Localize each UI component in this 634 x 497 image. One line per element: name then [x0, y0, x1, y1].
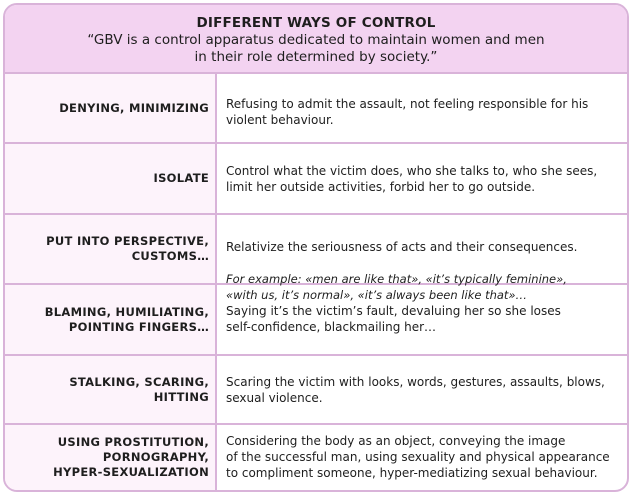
row-description: Relativize the seriousness of acts and their consequences. [226, 240, 578, 254]
row-example: For example: «men are like that», «it’s typically feminine», «with us, it’s normal», «it’s always been like that»… [226, 272, 567, 302]
row-label: STALKING, SCARING, HITTING [5, 356, 217, 423]
table-row-prostitution [5, 425, 627, 490]
row-label: DENYING, MINIMIZING [5, 74, 217, 142]
row-description: Refusing to admit the assault, not feeling responsible for his violent behaviour. [226, 97, 589, 127]
table-header [5, 5, 627, 74]
row-description: Saying it’s the victim’s fault, devaluing her so she loses self-confidence, blackmailing her… [226, 304, 561, 334]
table-row-blaming [5, 285, 627, 356]
row-description: Considering the body as an object, conveying the image of the successful man, using sexuality and physical appearance to compliment someone, hyper-mediatizing sexual behaviour. [226, 434, 610, 480]
row-description: Scaring the victim with looks, words, gestures, assaults, blows, sexual violence. [226, 375, 605, 405]
table-row-perspective [5, 215, 627, 302]
table-row-isolate [5, 144, 627, 215]
table-row-stalking [5, 356, 627, 425]
row-description: Control what the victim does, who she talks to, who she sees, limit her outside activities, forbid her to go outside. [226, 164, 598, 194]
table-subtitle-line-2: in their role determined by society.” [194, 49, 438, 65]
table-title: DIFFERENT WAYS OF CONTROL [196, 15, 436, 31]
row-label: ISOLATE [5, 144, 217, 213]
table-subtitle-line-1: “GBV is a control apparatus dedicated to maintain women and men [87, 32, 545, 48]
row-label: BLAMING, HUMILIATING, POINTING FINGERS… [5, 285, 217, 354]
row-label: PUT INTO PERSPECTIVE, CUSTOMS… [5, 215, 217, 283]
control-ways-table [3, 3, 629, 492]
row-description-block [217, 215, 627, 302]
table-row-denying [5, 74, 627, 144]
row-label: USING PROSTITUTION, PORNOGRAPHY, HYPER-SEXUALIZATION [5, 425, 217, 490]
